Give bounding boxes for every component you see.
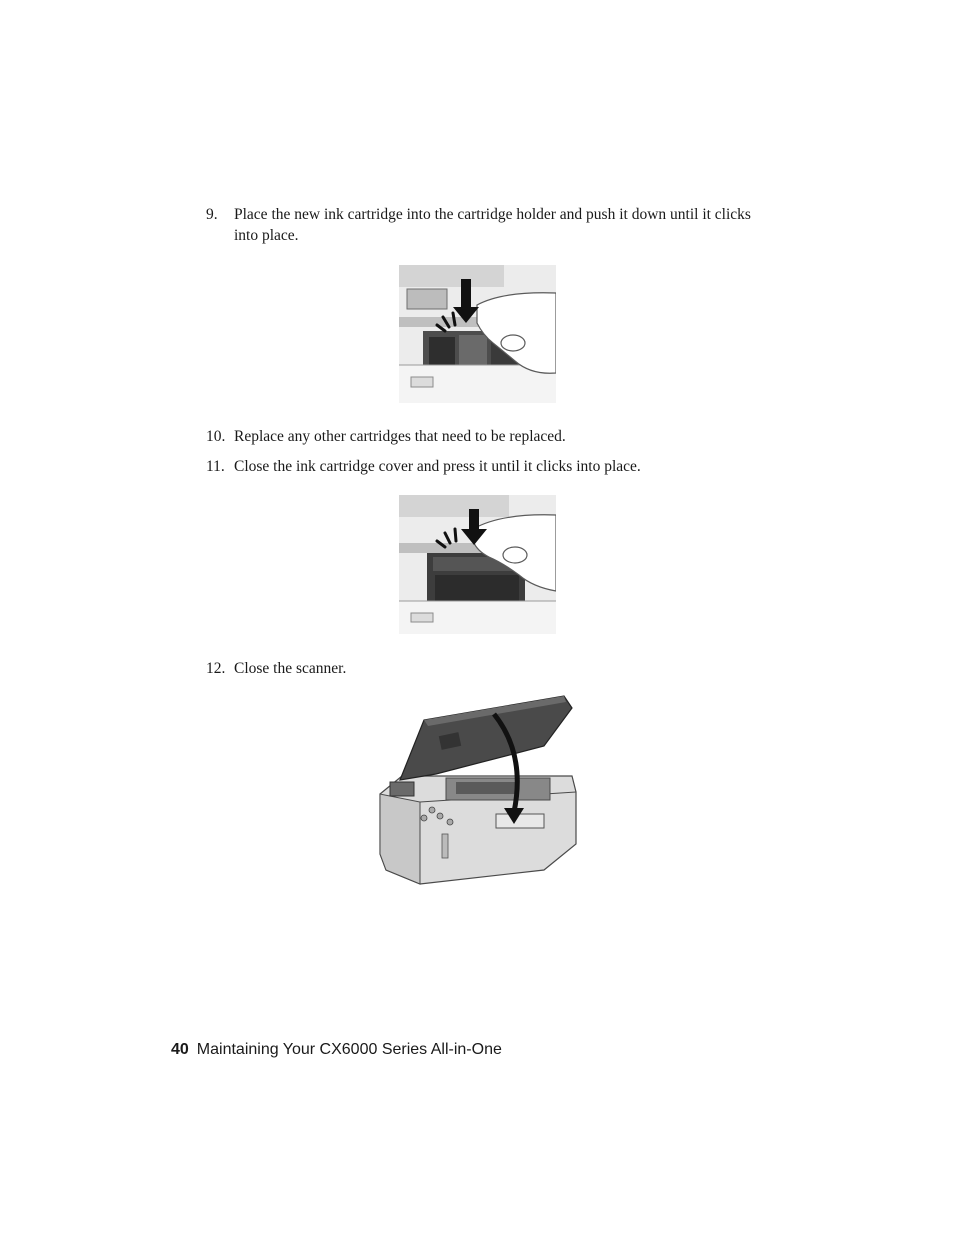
step-12 (206, 658, 766, 679)
close-cover-illustration (399, 495, 556, 634)
insert-cartridge-illustration (399, 265, 556, 403)
step-11 (206, 456, 766, 477)
step-text: Replace any other cartridges that need to be replaced. (234, 428, 566, 445)
step-9 (206, 204, 766, 246)
step-number: 9. (206, 206, 218, 223)
footer-title: Maintaining Your CX6000 Series All-in-One (196, 1041, 502, 1058)
page-footer (171, 1041, 502, 1059)
step-text: Close the ink cartridge cover and press it until it clicks into place. (234, 458, 641, 475)
step-number: 12. (206, 660, 226, 677)
step-10 (206, 426, 766, 447)
step-number: 10. (206, 428, 226, 445)
close-scanner-illustration (376, 694, 578, 888)
page-number: 40 (171, 1041, 189, 1058)
step-text: Close the scanner. (234, 660, 347, 677)
step-number: 11. (206, 458, 225, 475)
step-text: Place the new ink cartridge into the cartridge holder and push it down until it clicks into place. (234, 206, 751, 244)
